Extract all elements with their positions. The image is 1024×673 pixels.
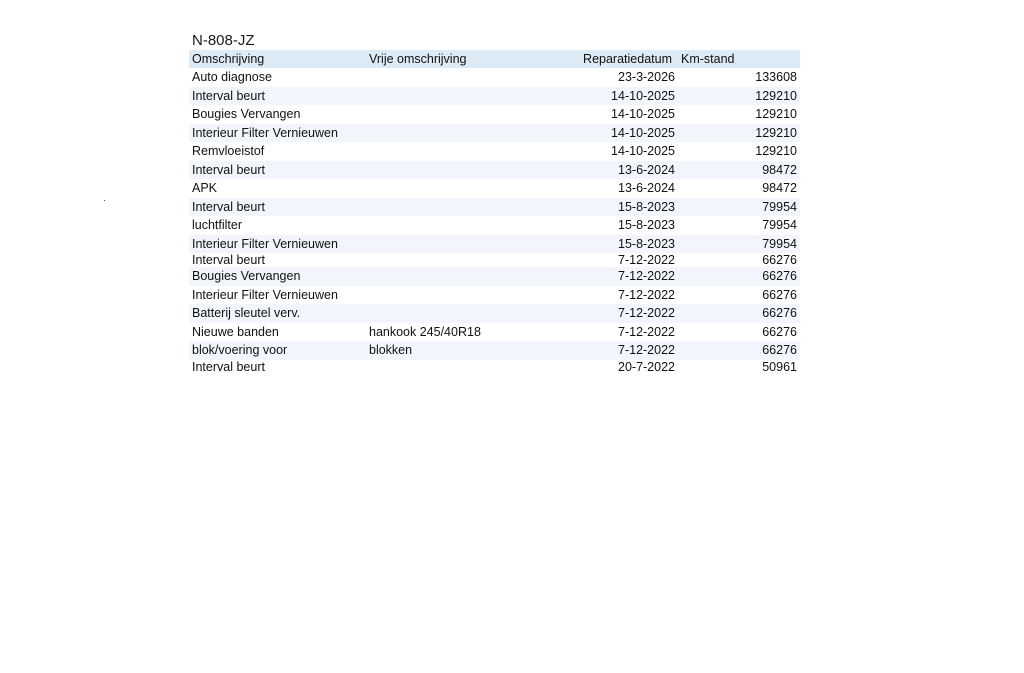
table-row xyxy=(189,68,800,87)
cell-km-stand: 129210 xyxy=(755,144,797,159)
cell-vrije-omschrijving xyxy=(366,304,561,323)
cell-omschrijving: Interval beurt xyxy=(192,199,265,214)
table-row xyxy=(189,179,800,198)
cell-km-stand: 79954 xyxy=(762,199,797,214)
cell-reparatiedatum: 20-7-2022 xyxy=(618,359,675,374)
table-body xyxy=(189,68,800,374)
table-row xyxy=(189,286,800,305)
cell-km-stand: 66276 xyxy=(762,253,797,267)
cell-reparatiedatum: 15-8-2023 xyxy=(618,199,675,214)
cell-reparatiedatum: 14-10-2025 xyxy=(611,144,675,159)
table-row xyxy=(189,341,800,360)
cell-km-stand: 66276 xyxy=(762,287,797,302)
cell-omschrijving: Remvloeistof xyxy=(192,144,265,159)
cell-vrije-omschrijving xyxy=(366,87,561,106)
cell-omschrijving: Interval beurt xyxy=(192,253,265,267)
table-row xyxy=(189,87,800,106)
cell-omschrijving: Batterij sleutel verv. xyxy=(192,306,301,321)
cell-km-stand: 79954 xyxy=(762,236,797,251)
cell-km-stand: 129210 xyxy=(755,88,797,103)
cell-omschrijving: APK xyxy=(192,181,218,196)
cell-reparatiedatum: 13-6-2024 xyxy=(618,162,675,177)
table-row xyxy=(189,267,800,286)
cell-omschrijving: luchtfilter xyxy=(192,218,243,233)
cell-vrije-omschrijving xyxy=(366,124,561,143)
cell-omschrijving: Interval beurt xyxy=(192,162,265,177)
cell-vrije-omschrijving xyxy=(366,216,561,235)
cell-km-stand: 98472 xyxy=(762,162,797,177)
cell-vrije-omschrijving xyxy=(366,360,561,374)
cell-vrije-omschrijving xyxy=(366,161,561,180)
cell-omschrijving: Bougies Vervangen xyxy=(192,107,301,122)
cell-vrije-omschrijving: hankook 245/40R18 xyxy=(369,324,481,339)
header-vrije-omschrijving: Vrije omschrijving xyxy=(369,52,467,66)
cell-vrije-omschrijving xyxy=(366,198,561,217)
cell-km-stand: 50961 xyxy=(762,359,797,374)
cell-reparatiedatum: 13-6-2024 xyxy=(618,181,675,196)
cell-reparatiedatum: 14-10-2025 xyxy=(611,125,675,140)
cell-reparatiedatum: 7-12-2022 xyxy=(618,324,675,339)
cell-vrije-omschrijving xyxy=(366,267,561,286)
cell-km-stand: 66276 xyxy=(762,306,797,321)
cell-reparatiedatum: 14-10-2025 xyxy=(611,107,675,122)
cell-reparatiedatum: 7-12-2022 xyxy=(618,269,675,284)
table-row xyxy=(189,235,800,254)
table-row xyxy=(189,124,800,143)
cell-km-stand: 129210 xyxy=(755,125,797,140)
cell-reparatiedatum: 15-8-2023 xyxy=(618,236,675,251)
cell-vrije-omschrijving: blokken xyxy=(369,343,413,358)
cell-km-stand: 133608 xyxy=(755,70,797,85)
cell-omschrijving: Interval beurt xyxy=(192,359,265,374)
cell-km-stand: 66276 xyxy=(762,269,797,284)
cell-omschrijving: Nieuwe banden xyxy=(192,324,279,339)
header-km-stand: Km-stand xyxy=(681,52,735,66)
cell-km-stand: 98472 xyxy=(762,181,797,196)
table-row xyxy=(189,253,800,267)
cell-km-stand: 66276 xyxy=(762,343,797,358)
table-row xyxy=(189,323,800,342)
cell-vrije-omschrijving xyxy=(366,286,561,305)
cell-reparatiedatum: 15-8-2023 xyxy=(618,218,675,233)
cell-km-stand: 129210 xyxy=(755,107,797,122)
table-row xyxy=(189,142,800,161)
cell-vrije-omschrijving xyxy=(366,142,561,161)
table-row xyxy=(189,304,800,323)
cell-km-stand: 66276 xyxy=(762,324,797,339)
stray-dot xyxy=(104,200,105,201)
table-row xyxy=(189,105,800,124)
table-row xyxy=(189,360,800,374)
cell-reparatiedatum: 7-12-2022 xyxy=(618,306,675,321)
cell-omschrijving: Interieur Filter Vernieuwen xyxy=(192,236,338,251)
cell-vrije-omschrijving xyxy=(366,235,561,254)
cell-vrije-omschrijving xyxy=(366,68,561,87)
table-row xyxy=(189,161,800,180)
cell-vrije-omschrijving xyxy=(366,105,561,124)
cell-reparatiedatum: 7-12-2022 xyxy=(618,343,675,358)
cell-reparatiedatum: 7-12-2022 xyxy=(618,253,675,267)
cell-omschrijving: Interieur Filter Vernieuwen xyxy=(192,287,338,302)
header-reparatiedatum: Reparatiedatum xyxy=(583,52,672,66)
cell-vrije-omschrijving xyxy=(366,253,561,267)
cell-omschrijving: Interval beurt xyxy=(192,88,265,103)
cell-reparatiedatum: 14-10-2025 xyxy=(611,88,675,103)
table-header-row xyxy=(189,50,800,68)
repair-history-table xyxy=(189,50,800,374)
cell-omschrijving: Interieur Filter Vernieuwen xyxy=(192,125,338,140)
cell-reparatiedatum: 23-3-2026 xyxy=(618,70,675,85)
cell-omschrijving: Auto diagnose xyxy=(192,70,272,85)
cell-omschrijving: blok/voering voor xyxy=(192,343,288,358)
cell-vrije-omschrijving xyxy=(366,179,561,198)
cell-km-stand: 79954 xyxy=(762,218,797,233)
table-row xyxy=(189,198,800,217)
table-row xyxy=(189,216,800,235)
license-plate-title: N-808-JZ xyxy=(192,32,255,49)
cell-omschrijving: Bougies Vervangen xyxy=(192,269,301,284)
cell-reparatiedatum: 7-12-2022 xyxy=(618,287,675,302)
header-omschrijving: Omschrijving xyxy=(192,52,265,66)
